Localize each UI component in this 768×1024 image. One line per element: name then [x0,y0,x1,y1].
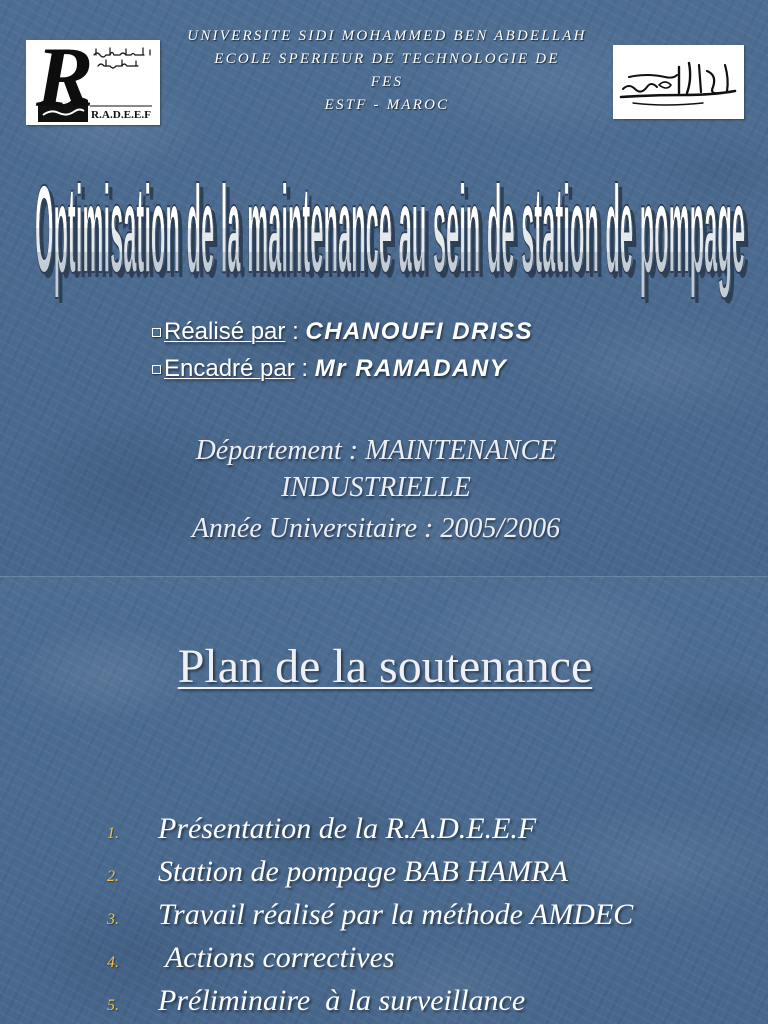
arabic-calligraphy-logo-icon [613,45,744,119]
credit-label: Réalisé par [164,318,286,345]
outline-slide [0,576,768,1024]
school-calligraphy-logo [613,45,744,119]
list-item [107,936,633,979]
department-line: INDUSTRIELLE [281,472,471,503]
title-wordart [0,160,768,320]
list-text: Présentation de la R.A.D.E.E.F [158,812,537,845]
list-text: Préliminaire à la surveillance [158,984,526,1017]
credit-author [152,317,533,347]
list-number: 3. [107,911,119,928]
title-shadow: Optimisation de la maintenance au sein de station de pompage [39,166,749,304]
logo-arabic-lettering [94,48,150,68]
logo-caption: R.A.D.E.E.F [91,110,151,121]
list-item [107,807,633,850]
credit-supervisor [152,354,507,384]
outline-list [107,807,633,1022]
list-number: 1. [107,825,119,842]
list-item [107,979,633,1022]
list-item [107,850,633,893]
header-acronym: ESTF - MAROC [324,97,450,113]
department-line: Département : MAINTENANCE [195,435,557,466]
credit-value: CHANOUFI DRISS [305,318,534,345]
academic-year: Année Universitaire : 2005/2006 [191,513,561,544]
outline-title [0,639,768,695]
header-city: FES [370,74,404,90]
radeef-logo-graphic [26,40,160,125]
list-item [107,893,633,936]
header-university: UNIVERSITE SIDI MOHAMMED BEN ABDELLAH [187,28,587,44]
credit-separator: : [285,318,306,345]
slide-divider [0,576,768,577]
list-number: 5. [107,997,119,1014]
header-school: ECOLE SPERIEUR DE TECHNOLOGIE DE [214,51,560,67]
credit-value: Mr RAMADANY [314,355,508,382]
square-bullet-icon [152,328,161,337]
outline-title-text: Plan de la soutenance [177,640,593,693]
list-number: 2. [107,868,119,885]
credit-label: Encadré par [164,355,295,382]
list-number: 4. [107,954,119,971]
square-bullet-icon [152,365,161,374]
list-text: Station de pompage BAB HAMRA [158,855,568,888]
department [126,432,626,506]
institution-header [170,25,604,117]
slide-title: Optimisation de la maintenance au sein de station de pompage [35,161,745,299]
title-highlight: Optimisation de la maintenance au sein de station de pompage [35,161,745,299]
radeef-logo [26,40,160,125]
list-text: Actions correctives [158,941,395,974]
list-text: Travail réalisé par la méthode AMDEC [158,898,634,931]
title-midtone: Optimisation de la maintenance au sein de station de pompage [35,161,745,299]
logo-emblem-letter: R [36,40,94,125]
credit-separator: : [294,355,315,382]
title-outline: Optimisation de la maintenance au sein de station de pompage [35,161,745,299]
